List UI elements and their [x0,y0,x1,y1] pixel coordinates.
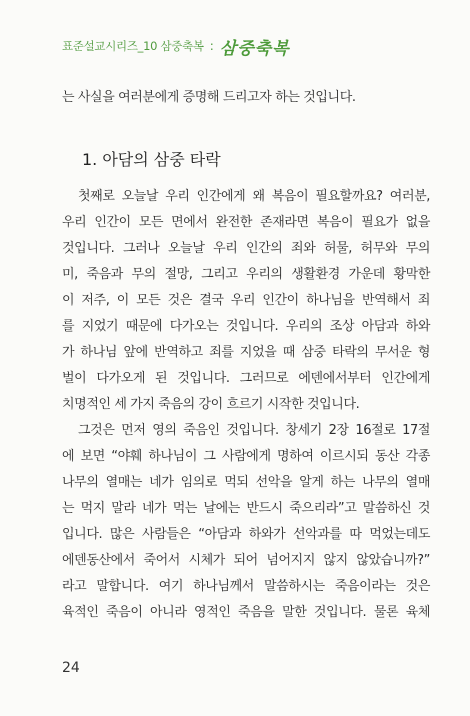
body-line: 그것은 먼저 영의 죽음인 것입니다. 창세기 2장 16절로 17절 [78,423,430,438]
body-line: 것입니다. 그러나 오늘날 우리 인간의 죄와 허물, 허무와 무의 [62,241,430,256]
body-line: 이 저주, 이 모든 것은 결국 우리 인간이 하나님을 반역해서 죄 [62,293,430,308]
page-number: 24 [62,660,80,676]
body-line: 나무의 열매는 네가 임의로 먹되 선악을 알게 하는 나무의 열매 [62,475,430,490]
book-brand-title: 삼중축복 [219,38,290,59]
body-line: 치명적인 세 가지 죽음의 강이 흐르기 시작한 것입니다. [62,397,360,412]
body-line: 라고 말합니다. 여기 하나님께서 말씀하시는 죽음이라는 것은 [62,579,430,594]
section-heading: 1. 아담의 삼중 타락 [82,150,221,169]
header-separator: : [209,39,214,53]
body-line: 육적인 죽음이 아니라 영적인 죽음을 말한 것입니다. 물론 육체 [62,605,430,620]
series-title: 표준설교시리즈_10 삼중축복 [62,39,204,53]
body-line: 에덴동산에서 죽어서 시체가 되어 넘어지지 않지 않았습니까?” [62,553,430,568]
body-line: 가 하나님 앞에 반역하고 죄를 지었을 때 삼중 타락의 무서운 형 [62,345,430,360]
body-line: 입니다. 많은 사람들은 “아담과 하와가 선악과를 따 먹었는데도 [62,527,430,542]
body-line: 에 보면 “야훼 하나님이 그 사람에게 명하여 이르시되 동산 각종 [62,449,430,464]
body-line: 미, 죽음과 무의 절망, 그리고 우리의 생활환경 가운데 황막한 [62,267,430,282]
intro-line: 는 사실을 여러분에게 증명해 드리고자 하는 것입니다. [62,90,356,105]
body-line: 첫째로 오늘날 우리 인간에게 왜 복음이 필요할까요? 여러분, [78,189,430,204]
body-line: 는 먹지 말라 네가 먹는 날에는 반드시 죽으리라”고 말씀하신 것 [62,501,430,516]
body-line: 를 지었기 때문에 다가오는 것입니다. 우리의 조상 아담과 하와 [62,319,430,334]
body-line: 벌이 다가오게 된 것입니다. 그러므로 에덴에서부터 인간에게 [62,371,430,386]
body-line: 우리 인간이 모든 면에서 완전한 존재라면 복음이 필요가 없을 [62,215,430,230]
running-header [62,34,442,58]
